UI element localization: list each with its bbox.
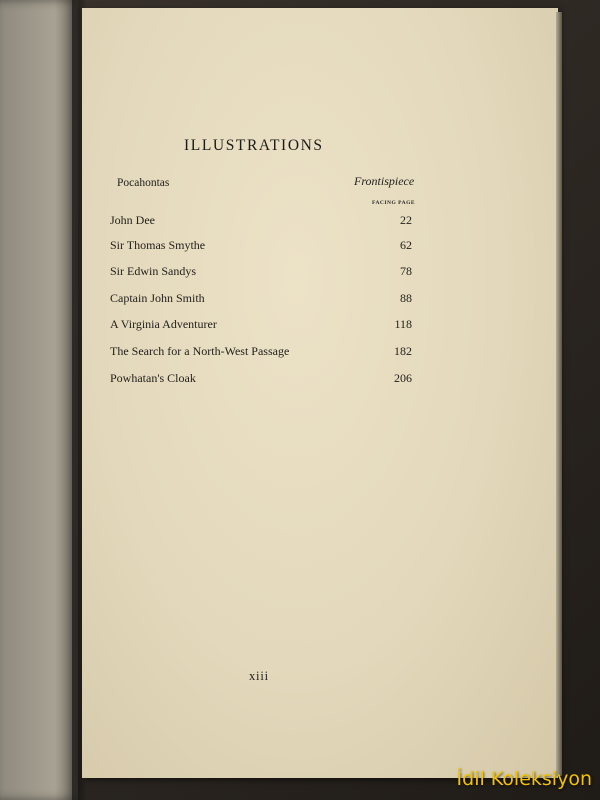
page-number: 88 [400,291,412,305]
page-title: ILLUSTRATIONS [184,137,324,154]
page-number: 206 [394,371,412,385]
illustration-name: Sir Thomas Smythe [110,238,206,252]
facing-page-edge [0,0,78,800]
illustration-name: Captain John Smith [110,291,205,305]
page-number: 62 [400,238,412,252]
page-number: 182 [394,344,412,358]
page-number: 118 [394,317,412,331]
frontispiece-label: Frontispiece [354,174,415,188]
page-number: 22 [400,213,412,227]
illustration-name: John Dee [110,213,155,227]
page-folio: xiii [249,669,269,683]
book-page [82,8,558,778]
page-number: 78 [400,264,412,278]
list-item [0,317,600,335]
list-item [0,371,600,389]
list-item [0,213,600,231]
list-item [0,264,600,282]
page-edge-shadow [556,12,562,776]
facing-page-header: FACING PAGE [372,200,416,206]
list-item [0,344,600,362]
illustration-name: Sir Edwin Sandys [110,264,197,278]
illustration-name: Powhatan's Cloak [110,371,196,385]
list-item [0,291,600,309]
list-item [0,238,600,256]
illustration-name: The Search for a North-West Passage [110,344,290,358]
illustration-name: A Virginia Adventurer [110,317,217,331]
watermark-text: İdil Koleksiyon [456,768,592,790]
frontispiece-name: Pocahontas [117,177,170,189]
